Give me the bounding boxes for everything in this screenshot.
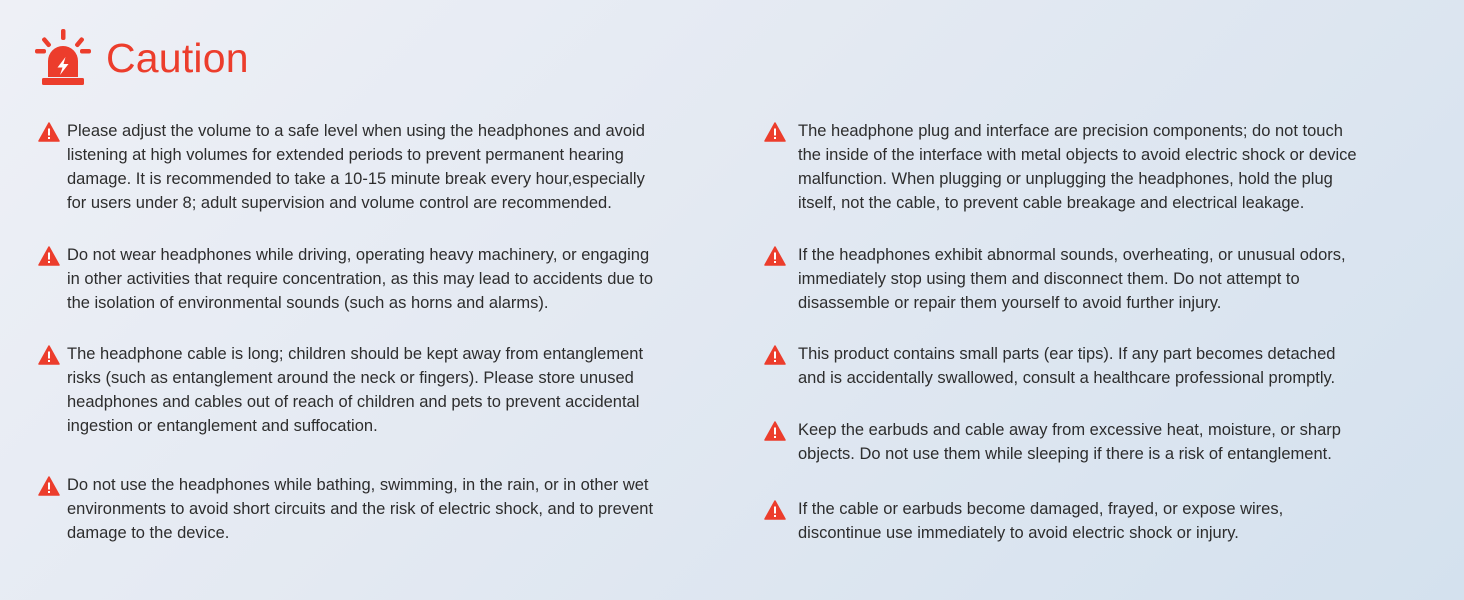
warning-triangle-icon [764,500,786,520]
warning-triangle-icon [764,345,786,365]
warning-text: If the cable or earbuds become damaged, frayed, or expose wires, discontinue use immediately to avoid electric shock or injury. [798,500,1284,542]
warning-text: If the headphones exhibit abnormal sounds, overheating, or unusual odors, immediately stop using them and disconnect them. Do not attempt to disassemble or repair them yourself to avoid further injury. [798,246,1346,312]
warning-item [764,119,1357,215]
page-title: Caution [106,34,249,81]
caution-header [32,26,249,90]
warning-item [38,119,645,215]
warning-triangle-icon [38,476,60,496]
warning-text: The headphone cable is long; children should be kept away from entanglement risks (such as entanglement around the neck or fingers). Please store unused headphones and cables out of reach of children and pets to prevent accidental ingestion or entanglement and suffocation. [67,345,644,435]
warning-item [764,243,1346,315]
warning-triangle-icon [38,246,60,266]
warning-item [38,342,643,438]
warning-triangle-icon [764,421,786,441]
warning-item [38,473,653,545]
warning-triangle-icon [764,246,786,266]
warning-triangle-icon [764,122,786,142]
warning-text: Do not wear headphones while driving, operating heavy machinery, or engaging in other activities that require concentration, as this may lead to accidents due to the isolation of environmental sounds (such as horns and alarms). [67,246,654,312]
warning-text: The headphone plug and interface are precision components; do not touch the inside of the interface with metal objects to avoid electric shock or device malfunction. When plugging or unplugging the headphones, hold the plug itself, not the cable, to prevent cable breakage and electrical leakage. [798,122,1357,212]
warning-text: Keep the earbuds and cable away from excessive heat, moisture, or sharp objects. Do not use them while sleeping if there is a risk of entanglement. [798,421,1341,463]
warning-triangle-icon [38,122,60,142]
alarm-siren-icon [32,27,94,89]
warning-triangle-icon [38,345,60,365]
warning-text: Please adjust the volume to a safe level when using the headphones and avoid listening at high volumes for extended periods to prevent permanent hearing damage. It is recommended to take a 10-15 minute break every hour,especially for users under 8; adult supervision and volume control are recommended. [67,122,645,212]
warning-item [764,497,1283,545]
warning-item [764,418,1341,466]
warning-text: This product contains small parts (ear tips). If any part becomes detached and is accidentally swallowed, consult a healthcare professional promptly. [798,345,1336,387]
warning-item [764,342,1335,390]
warning-text: Do not use the headphones while bathing, swimming, in the rain, or in other wet environments to avoid short circuits and the risk of electric shock, and to prevent damage to the device. [67,476,654,542]
warning-item [38,243,653,315]
